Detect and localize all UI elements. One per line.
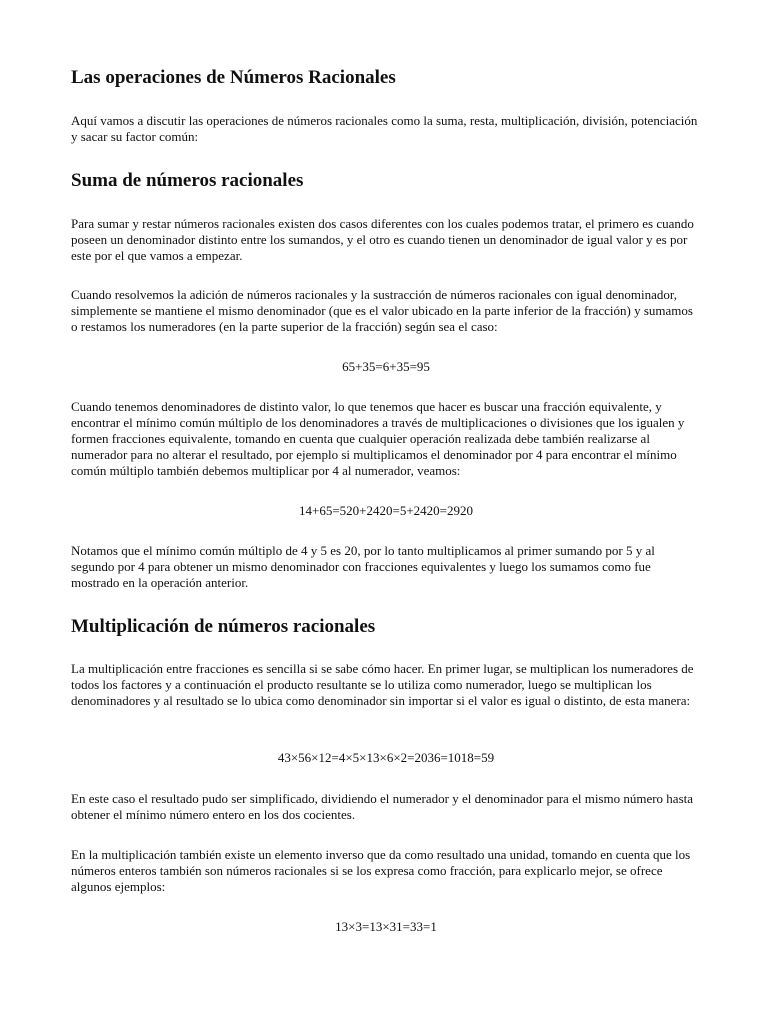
suma-formula-2: 14+65=520+2420=5+2420=2920 [299,503,473,518]
multiplicacion-paragraph-1: La multiplicación entre fracciones es sencilla si se sabe cómo hacer. En primer lugar, se multiplican los numeradores de todos los factores y a continuación el producto resultante se lo utiliza como numerador, luego se multiplican los denominadores y al resultado se lo ubica como denominador sin importar si el valor es igual o distinto, de esta manera: [71,661,694,708]
suma-formula-1: 65+35=6+35=95 [342,359,430,374]
multiplicacion-paragraph-2: En este caso el resultado pudo ser simplificado, dividiendo el numerador y el denominador para el mismo número hasta obtener el mínimo número entero en los dos cocientes. [71,791,694,822]
suma-paragraph-3: Cuando tenemos denominadores de distinto valor, lo que tenemos que hacer es buscar una fracción equivalente, y encontrar el mínimo común múltiplo de los denominadores a través de multiplicaciones o divisiones que los igualen y formen fracciones equivalente, tomando en cuenta que cualquier operación realizada debe también realizarse al numerador para no alterar el resultado, por ejemplo si multiplicamos el denominador por 4 para encontrar el mínimo común múltiplo también debemos multiplicar por 4 al numerador, veamos: [71,399,685,478]
multiplicacion-formula-1: 43×56×12=4×5×13×6×2=2036=1018=59 [277,750,495,765]
multiplicacion-paragraph-3: En la multiplicación también existe un elemento inverso que da como resultado una unidad, tomando en cuenta que los números enteros también son números racionales si se los expresa como fracción, para explicarlo mejor, se ofrece algunos ejemplos: [71,847,691,894]
intro-paragraph: Aquí vamos a discutir las operaciones de números racionales como la suma, resta, multiplicación, división, potenciación y sacar su factor común: [71,113,698,144]
suma-paragraph-1: Para sumar y restar números racionales existen dos casos diferentes con los cuales podemos tratar, el primero es cuando poseen un denominador distinto entre los sumandos, y el otro es cuando tienen un denominador de igual valor y es por este por el que vamos a empezar. [71,216,694,263]
page-title: Las operaciones de Números Racionales [71,67,396,88]
section-heading-suma: Suma de números racionales [71,170,304,191]
multiplicacion-formula-2: 13×3=13×31=33=1 [335,919,437,934]
suma-paragraph-2: Cuando resolvemos la adición de números racionales y la sustracción de números racionales con igual denominador, simplemente se mantiene el mismo denominador (que es el valor ubicado en la parte inferior de la fracción) y sumamos o restamos los numeradores (en la parte superior de la fracción) según sea el caso: [71,287,693,334]
section-heading-multiplicacion: Multiplicación de números racionales [71,616,376,637]
suma-paragraph-4: Notamos que el mínimo común múltiplo de 4 y 5 es 20, por lo tanto multiplicamos al primer sumando por 5 y al segundo por 4 para obtener un mismo denominador con fracciones equivalentes y luego los sumamos como fue mostrado en la operación anterior. [71,543,655,590]
